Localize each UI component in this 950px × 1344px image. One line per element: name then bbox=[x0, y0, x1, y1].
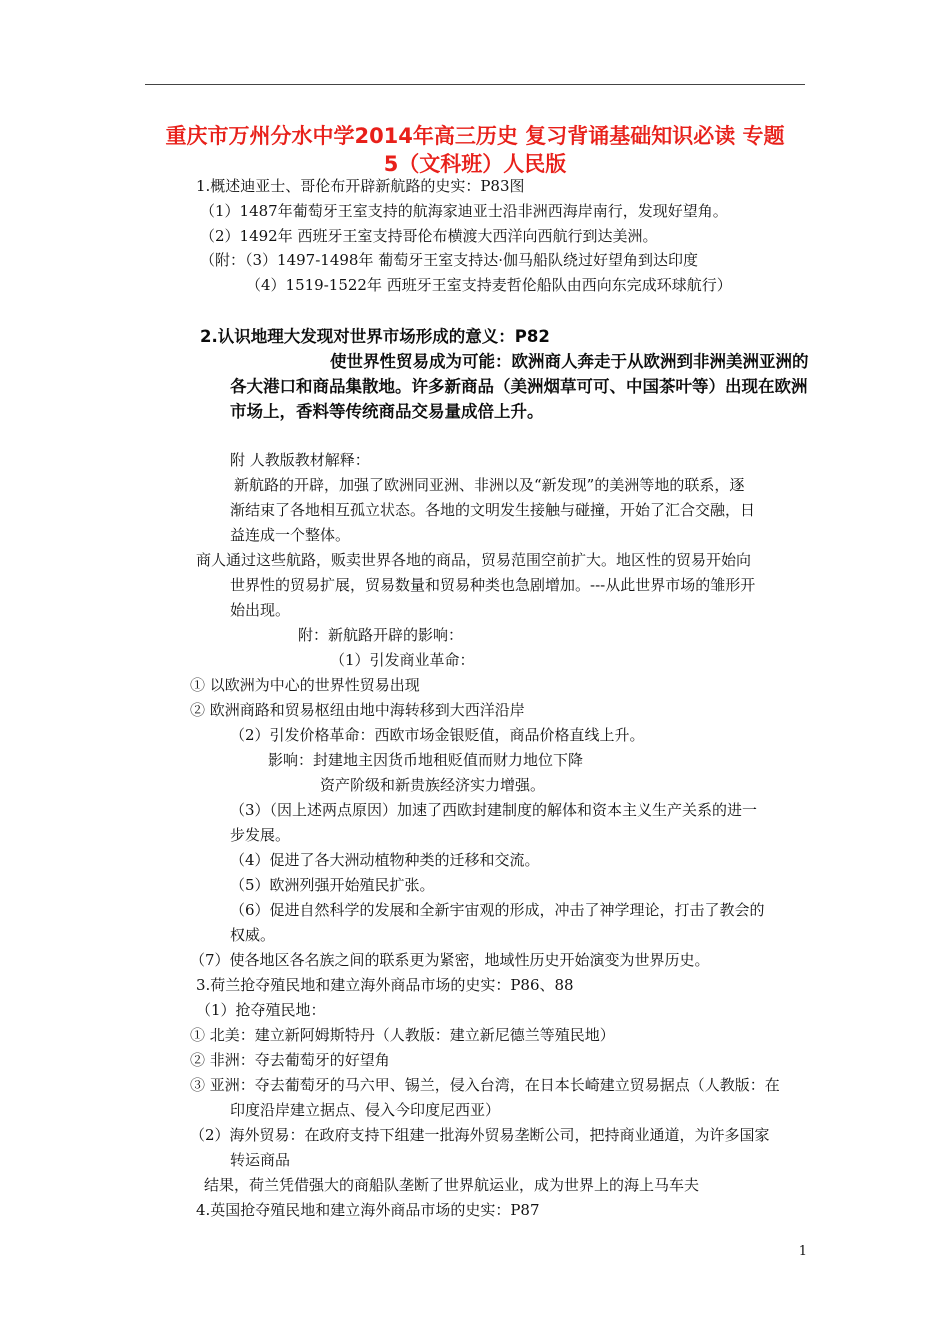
paragraph-line: 商人通过这些航路，贩卖世界各地的商品，贸易范围空前扩大。地区性的贸易开始向 bbox=[196, 551, 752, 569]
section3-subitem: ② 非洲：夺去葡萄牙的好望角 bbox=[190, 1051, 390, 1069]
title-line-2: 5（文科班）人民版 bbox=[383, 152, 567, 176]
influence-item: （7）使各地区各名族之间的联系更为紧密，地域性历史开始演变为世界历史。 bbox=[190, 951, 710, 969]
section2-bold-line: 各大港口和商品集散地。许多新商品（美洲烟草可可、中国茶叶等）出现在欧洲 bbox=[230, 377, 808, 396]
influence-item: （4）促进了各大洲动植物种类的迁移和交流。 bbox=[230, 851, 540, 869]
influence-item: 步发展。 bbox=[230, 826, 291, 844]
section1-heading: 1.概述迪亚士、哥伦布开辟新航路的史实：P83图 bbox=[196, 177, 525, 195]
section2-heading: 2.认识地理大发现对世界市场形成的意义：P82 bbox=[200, 327, 550, 346]
influence-heading: 附：新航路开辟的影响： bbox=[298, 626, 464, 644]
paragraph-line: 世界性的贸易扩展，贸易数量和贸易种类也急剧增加。---从此世界市场的雏形开 bbox=[230, 576, 756, 594]
paragraph-line: 益连成一个整体。 bbox=[230, 526, 351, 544]
section2-note: 附 人教版教材解释： bbox=[230, 451, 370, 469]
section3-result: 结果，荷兰凭借强大的商船队垄断了世界航运业，成为世界上的海上马车夫 bbox=[204, 1176, 700, 1194]
section4-heading: 4.英国抢夺殖民地和建立海外商品市场的史实：P87 bbox=[196, 1201, 540, 1219]
section1-line: （附：（3）1497-1498年 葡萄牙王室支持达·伽马船队绕过好望角到达印度 bbox=[200, 251, 698, 269]
section3-subitem: ① 北美：建立新阿姆斯特丹（人教版：建立新尼德兰等殖民地） bbox=[190, 1026, 615, 1044]
paragraph-line: 新航路的开辟，加强了欧洲同亚洲、非洲以及“新发现”的美洲等地的联系，逐 bbox=[234, 476, 745, 494]
influence-subitem: ② 欧洲商路和贸易枢纽由地中海转移到大西洋沿岸 bbox=[190, 701, 525, 719]
header-rule bbox=[145, 84, 805, 85]
section1-line: （1）1487年葡萄牙王室支持的航海家迪亚士沿非洲西海岸南行，发现好望角。 bbox=[200, 202, 728, 220]
section3-heading: 3.荷兰抢夺殖民地和建立海外商品市场的史实：P86、88 bbox=[196, 976, 574, 994]
section1-line: （4）1519-1522年 西班牙王室支持麦哲伦船队由西向东完成环球航行） bbox=[246, 276, 732, 294]
influence-subitem: 影响：封建地主因货币地租贬值而财力地位下降 bbox=[268, 751, 584, 769]
title-line-1: 重庆市万州分水中学2014年高三历史 复习背诵基础知识必读 专题 bbox=[165, 124, 785, 148]
influence-subitem: 资产阶级和新贵族经济实力增强。 bbox=[320, 776, 546, 794]
section2-bold-line: 使世界性贸易成为可能：欧洲商人奔走于从欧洲到非洲美洲亚洲的 bbox=[330, 352, 809, 371]
influence-item: （3）（因上述两点原因）加速了西欧封建制度的解体和资本主义生产关系的进一 bbox=[230, 801, 758, 819]
section3-item: （2）海外贸易：在政府支持下组建一批海外贸易垄断公司，把持商业通道，为许多国家 bbox=[190, 1126, 770, 1144]
section3-item: （1）抢夺殖民地： bbox=[196, 1001, 326, 1019]
section3-subitem: 印度沿岸建立据点、侵入今印度尼西亚） bbox=[230, 1101, 501, 1119]
page-title bbox=[130, 122, 820, 178]
section2-bold-line: 市场上，香料等传统商品交易量成倍上升。 bbox=[230, 402, 544, 421]
influence-item: （5）欧洲列强开始殖民扩张。 bbox=[230, 876, 435, 894]
influence-item: （1）引发商业革命： bbox=[330, 651, 475, 669]
section3-subitem: ③ 亚洲：夺去葡萄牙的马六甲、锡兰，侵入台湾，在日本长崎建立贸易据点（人教版：在 bbox=[190, 1076, 780, 1094]
section1-line: （2）1492年 西班牙王室支持哥伦布横渡大西洋向西航行到达美洲。 bbox=[200, 227, 658, 245]
influence-item: （2）引发价格革命：西欧市场金银贬值，商品价格直线上升。 bbox=[230, 726, 645, 744]
influence-item: 权威。 bbox=[230, 926, 276, 944]
page-number: 1 bbox=[798, 1244, 807, 1259]
paragraph-line: 渐结束了各地相互孤立状态。各地的文明发生接触与碰撞，开始了汇合交融，日 bbox=[230, 501, 756, 519]
section3-item: 转运商品 bbox=[230, 1151, 291, 1169]
influence-item: （6）促进自然科学的发展和全新宇宙观的形成，冲击了神学理论，打击了教会的 bbox=[230, 901, 765, 919]
paragraph-line: 始出现。 bbox=[230, 601, 291, 619]
influence-subitem: ① 以欧洲为中心的世界性贸易出现 bbox=[190, 676, 420, 694]
